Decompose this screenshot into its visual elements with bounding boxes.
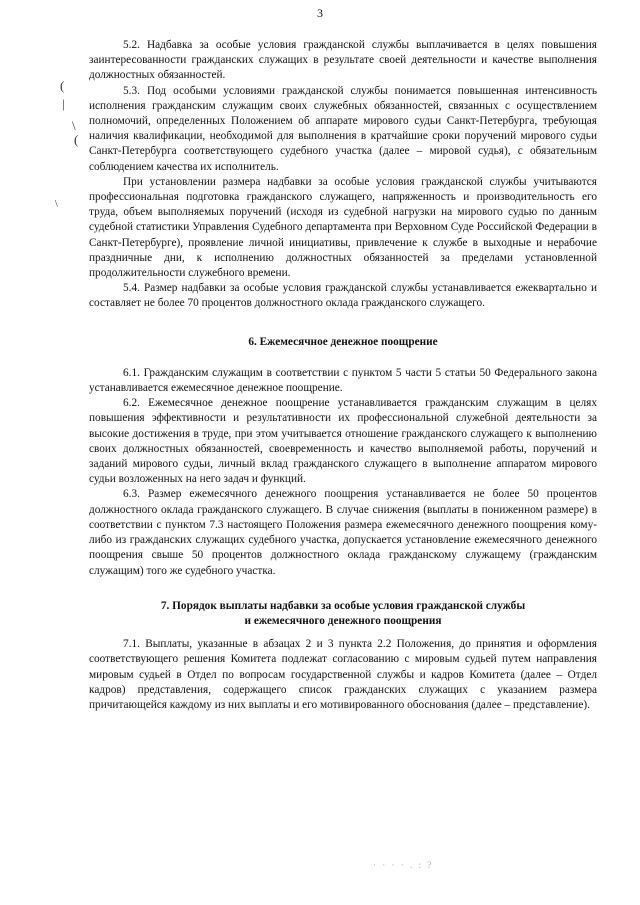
section-7-heading-line2: и ежемесячного денежного поощрения — [244, 614, 442, 627]
margin-mark: \ — [72, 118, 76, 133]
margin-mark: ( — [60, 78, 65, 93]
paragraph-5-3-b: При установлении размера надбавки за особые условия гражданской службы учитываются профессиональная подготовка гражданского служащего, напряженность и производительность его труда, объем выполняемых поручений (исходя из судебной нагрузки на мирового судью по данным судебной статистики Управления Судебного департамента при Верховном Суде Российской Федерации в Санкт-Петербурге), проявление личной инициативы, привлечение к службе в выходные и нерабочие праздничные дни, к исполнению должностных обязанностей за пределами установленной продолжительности служебного времени. — [89, 175, 597, 280]
section-6-heading: 6. Ежемесячное денежное поощрение — [248, 335, 438, 348]
paragraph-5-3: 5.3. Под особыми условиями гражданской службы понимается повышенная интенсивность исполнения гражданским служащим своих служебных обязанностей, связанных с осуществлением полномочий, определенных Положением об аппарате мирового судьи Санкт-Петербурга, требующая наличия квалификации, необходимой для выполнения в кратчайшие сроки поручений мирового судьи Санкт-Петербурга соответствующего судебного участка (далее – мировой судья), с обязательным соблюдением качества их исполнитель. — [89, 84, 597, 173]
document-body — [89, 38, 597, 713]
scan-noise: · · · · . : ? — [373, 860, 434, 870]
page-number: 3 — [317, 6, 323, 20]
margin-mark: ( — [74, 132, 79, 147]
paragraph-6-3: 6.3. Размер ежемесячного денежного поощрения устанавливается не более 50 процентов должностного оклада гражданского служащего. В случае снижения (выплаты в пониженном размере) в соответствии с пунктом 7.3 настоящего Положения размера ежемесячного денежного поощрения кому-либо из гражданских служащих судебного участка, допускается установление ежемесячного денежного поощрения свыше 50 процентов должностного оклада гражданскому служащему (гражданским служащим) того же судебного участка. — [89, 488, 597, 577]
margin-mark: \ — [55, 199, 58, 210]
paragraph-5-4: 5.4. Размер надбавки за особые условия гражданской службы устанавливается ежеквартально и составляет не более 70 процентов должностного оклада гражданского служащего. — [89, 282, 597, 310]
paragraph-6-2: 6.2. Ежемесячное денежное поощрение устанавливается гражданским служащим в целях повышения эффективности и результативности их профессиональной служебной деятельности за высокие достижения в труде, при этом учитывается отношение гражданского служащего к выполнению своих должностных обязанностей, своевременность и качество выполняемой работы, поручений и заданий мирового судьи, личный вклад гражданского служащего в выполнение аппаратом мирового судьи возложенных на него задач и функций. — [89, 397, 597, 486]
paragraph-5-2: 5.2. Надбавка за особые условия гражданской службы выплачивается в целях повышения заинтересованности гражданских служащих в результате своей деятельности и качестве выполнения должностных обязанностей. — [89, 39, 597, 82]
margin-mark: | — [62, 96, 65, 111]
paragraph-6-1: 6.1. Гражданским служащим в соответствии с пунктом 5 части 5 статьи 50 Федерального закона устанавливается ежемесячное денежное поощрение. — [89, 366, 597, 395]
section-7-heading-line1: 7. Порядок выплаты надбавки за особые условия гражданской службы — [160, 599, 526, 612]
paragraph-7-1: 7.1. Выплаты, указанные в абзацах 2 и 3 пункта 2.2 Положения, до принятия и оформления соответствующего решения Комитета подлежат согласованию с мировым судьей путем направления мировым судьей в Отдел по вопросам государственной службы и кадров Комитета (далее – Отдел кадров) представления, содержащего список гражданских служащих с указанием размера причитающейся каждому из них выплаты и его мотивированного обоснования (далее – представление). — [89, 638, 597, 711]
